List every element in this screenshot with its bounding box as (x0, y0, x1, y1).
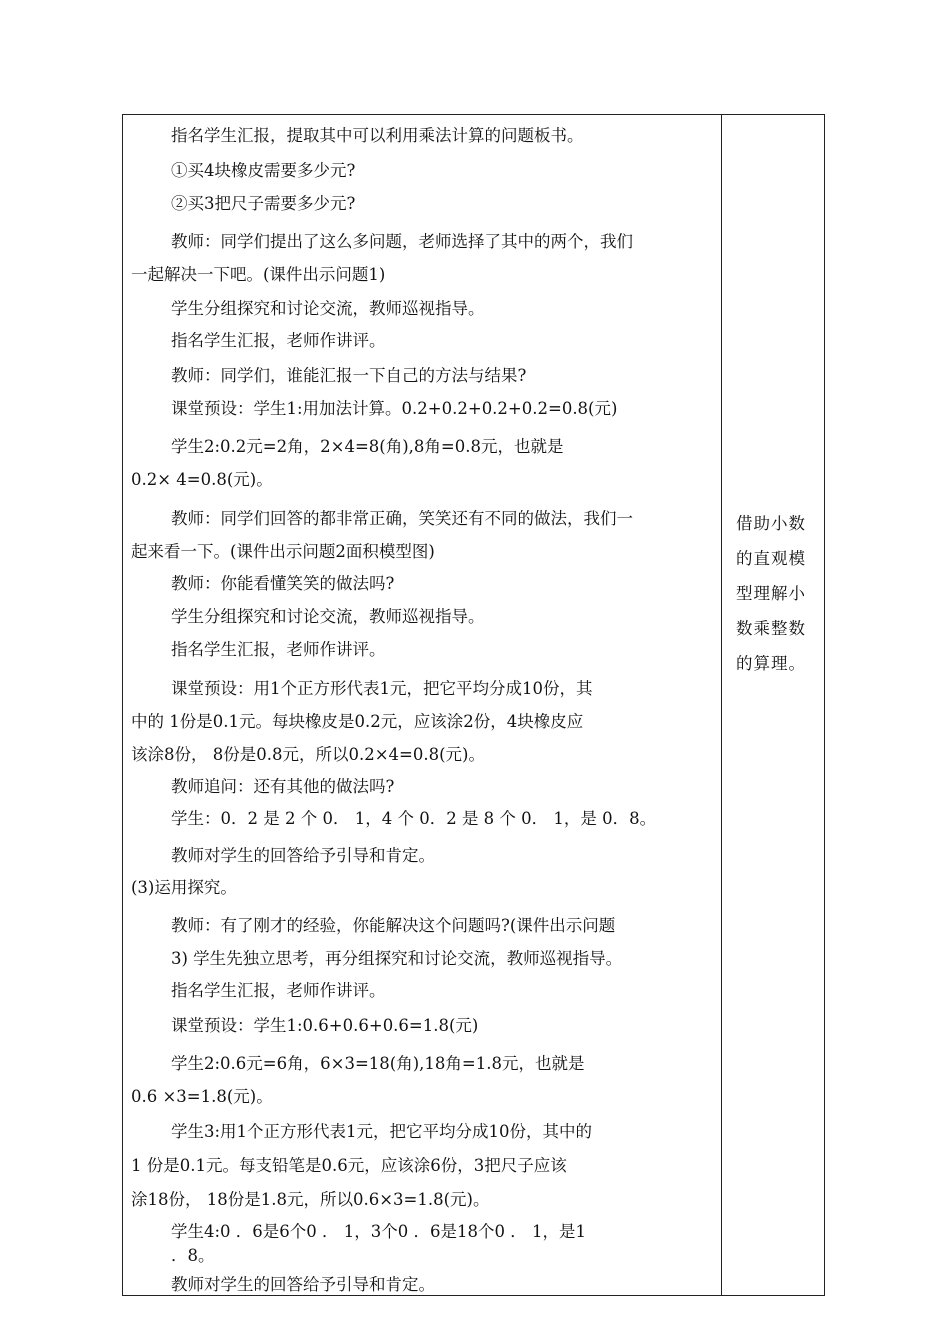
text-line: 学生2:0.2元=2角，2×4=8(角),8角=0.8元，也就是 (171, 437, 564, 456)
side-note-line: 的算理。 (736, 654, 806, 673)
text-line: 课堂预设：学生1:用加法计算。0.2+0.2+0.2+0.2=0.8(元) (171, 399, 618, 418)
text-line: 教师：有了刚才的经验，你能解决这个问题吗?(课件出示问题 (171, 916, 616, 935)
text-line: 学生：0．2 是 2 个 0． 1，4 个 0．2 是 8 个 0． 1，是 0．8。 (171, 809, 657, 828)
text-line: 0.2× 4=0.8(元)。 (131, 470, 273, 489)
text-line: 教师对学生的回答给予引导和肯定。 (171, 846, 435, 865)
column-divider (721, 114, 722, 1296)
side-note-line: 数乘整数 (736, 619, 806, 638)
text-line: ①买4块橡皮需要多少元? (171, 161, 356, 180)
text-line: 学生3:用1个正方形代表1元，把它平均分成10份，其中的 (171, 1122, 593, 1141)
text-line: 起来看一下。(课件出示问题2面积模型图) (131, 542, 435, 561)
text-line: 该涂8份， 8份是0.8元，所以0.2×4=0.8(元)。 (131, 745, 485, 764)
side-note-line: 的直观模 (736, 549, 806, 568)
text-line: 一起解决一下吧。(课件出示问题1) (131, 265, 386, 284)
text-line: 学生分组探究和讨论交流，教师巡视指导。 (171, 607, 485, 626)
text-line: 1 份是0.1元。每支铅笔是0.6元，应该涂6份，3把尺子应该 (131, 1156, 567, 1175)
side-note-line: 型理解小 (736, 584, 806, 603)
text-line: 课堂预设：学生1:0.6+0.6+0.6=1.8(元) (171, 1016, 479, 1035)
text-line: 3) 学生先独立思考，再分组探究和讨论交流，教师巡视指导。 (171, 949, 623, 968)
text-line: 涂18份， 18份是1.8元，所以0.6×3=1.8(元)。 (131, 1190, 490, 1209)
side-note-line: 借助小数 (736, 514, 806, 533)
text-line: 教师追问：还有其他的做法吗? (171, 777, 395, 796)
text-line: ②买3把尺子需要多少元? (171, 194, 356, 213)
text-line: 指名学生汇报，老师作讲评。 (171, 981, 386, 1000)
text-line: ．8。 (171, 1246, 215, 1265)
text-line: 指名学生汇报，提取其中可以利用乘法计算的问题板书。 (171, 126, 584, 145)
text-line: 中的 1份是0.1元。每块橡皮是0.2元，应该涂2份，4块橡皮应 (131, 712, 584, 731)
text-line: 课堂预设：用1个正方形代表1元，把它平均分成10份，其 (171, 679, 593, 698)
text-line: 教师：同学们提出了这么多问题，老师选择了其中的两个，我们 (171, 232, 633, 251)
text-line: 指名学生汇报，老师作讲评。 (171, 640, 386, 659)
text-line: 学生4:0 ．6是6个0 ． 1，3个0 ．6是18个0 ． 1，是1 (171, 1222, 586, 1241)
text-line: 指名学生汇报，老师作讲评。 (171, 331, 386, 350)
text-line: 教师对学生的回答给予引导和肯定。 (171, 1275, 435, 1294)
text-line: 教师：你能看懂笑笑的做法吗? (171, 574, 395, 593)
text-line: 教师：同学们，谁能汇报一下自己的方法与结果? (171, 366, 527, 385)
table-frame (122, 114, 825, 1296)
text-line: 学生2:0.6元=6角，6×3=18(角),18角=1.8元，也就是 (171, 1054, 585, 1073)
text-line: 0.6 ×3=1.8(元)。 (131, 1087, 273, 1106)
text-line: (3)运用探究。 (131, 878, 237, 897)
text-line: 学生分组探究和讨论交流，教师巡视指导。 (171, 299, 485, 318)
text-line: 教师：同学们回答的都非常正确，笑笑还有不同的做法，我们一 (171, 509, 633, 528)
